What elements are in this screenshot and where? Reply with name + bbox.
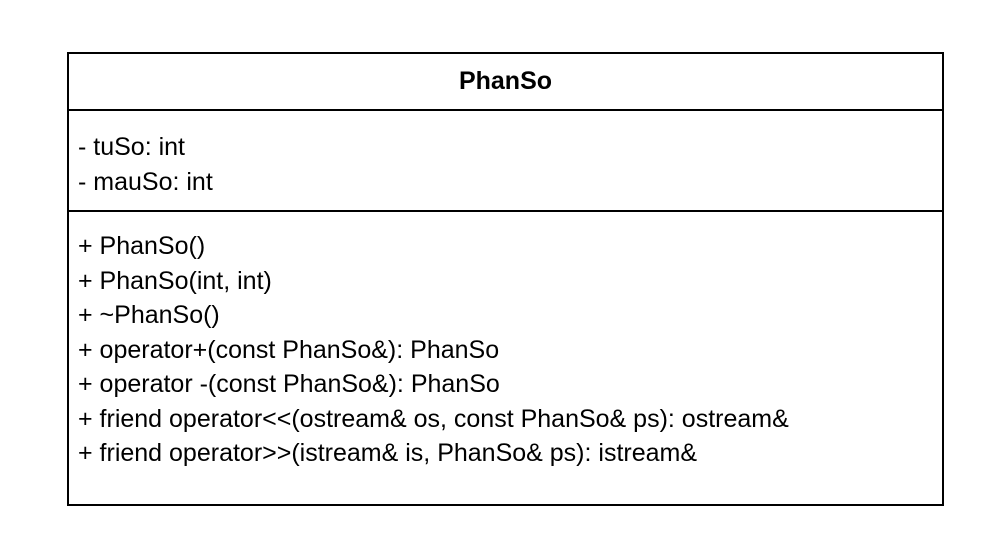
class-name-compartment (69, 54, 942, 111)
attributes-compartment (69, 111, 942, 212)
uml-class-box (67, 52, 944, 506)
method-default-constructor: + PhanSo() (78, 232, 206, 260)
methods-compartment (69, 212, 942, 504)
method-operator-minus: + operator -(const PhanSo&): PhanSo (78, 370, 500, 398)
method-operator-input: + friend operator>>(istream& is, PhanSo& ps): istream& (78, 439, 698, 467)
method-param-constructor: + PhanSo(int, int) (78, 266, 272, 295)
class-name: PhanSo (458, 67, 553, 95)
attribute-mauso: - mauSo: int (78, 167, 213, 196)
method-operator-output: + friend operator<<(ostream& os, const PhanSo& ps): ostream& (78, 404, 789, 433)
method-operator-plus: + operator+(const PhanSo&): PhanSo (78, 335, 500, 364)
method-destructor: + ~PhanSo() (78, 301, 220, 329)
attribute-tuso: - tuSo: int (78, 133, 185, 161)
